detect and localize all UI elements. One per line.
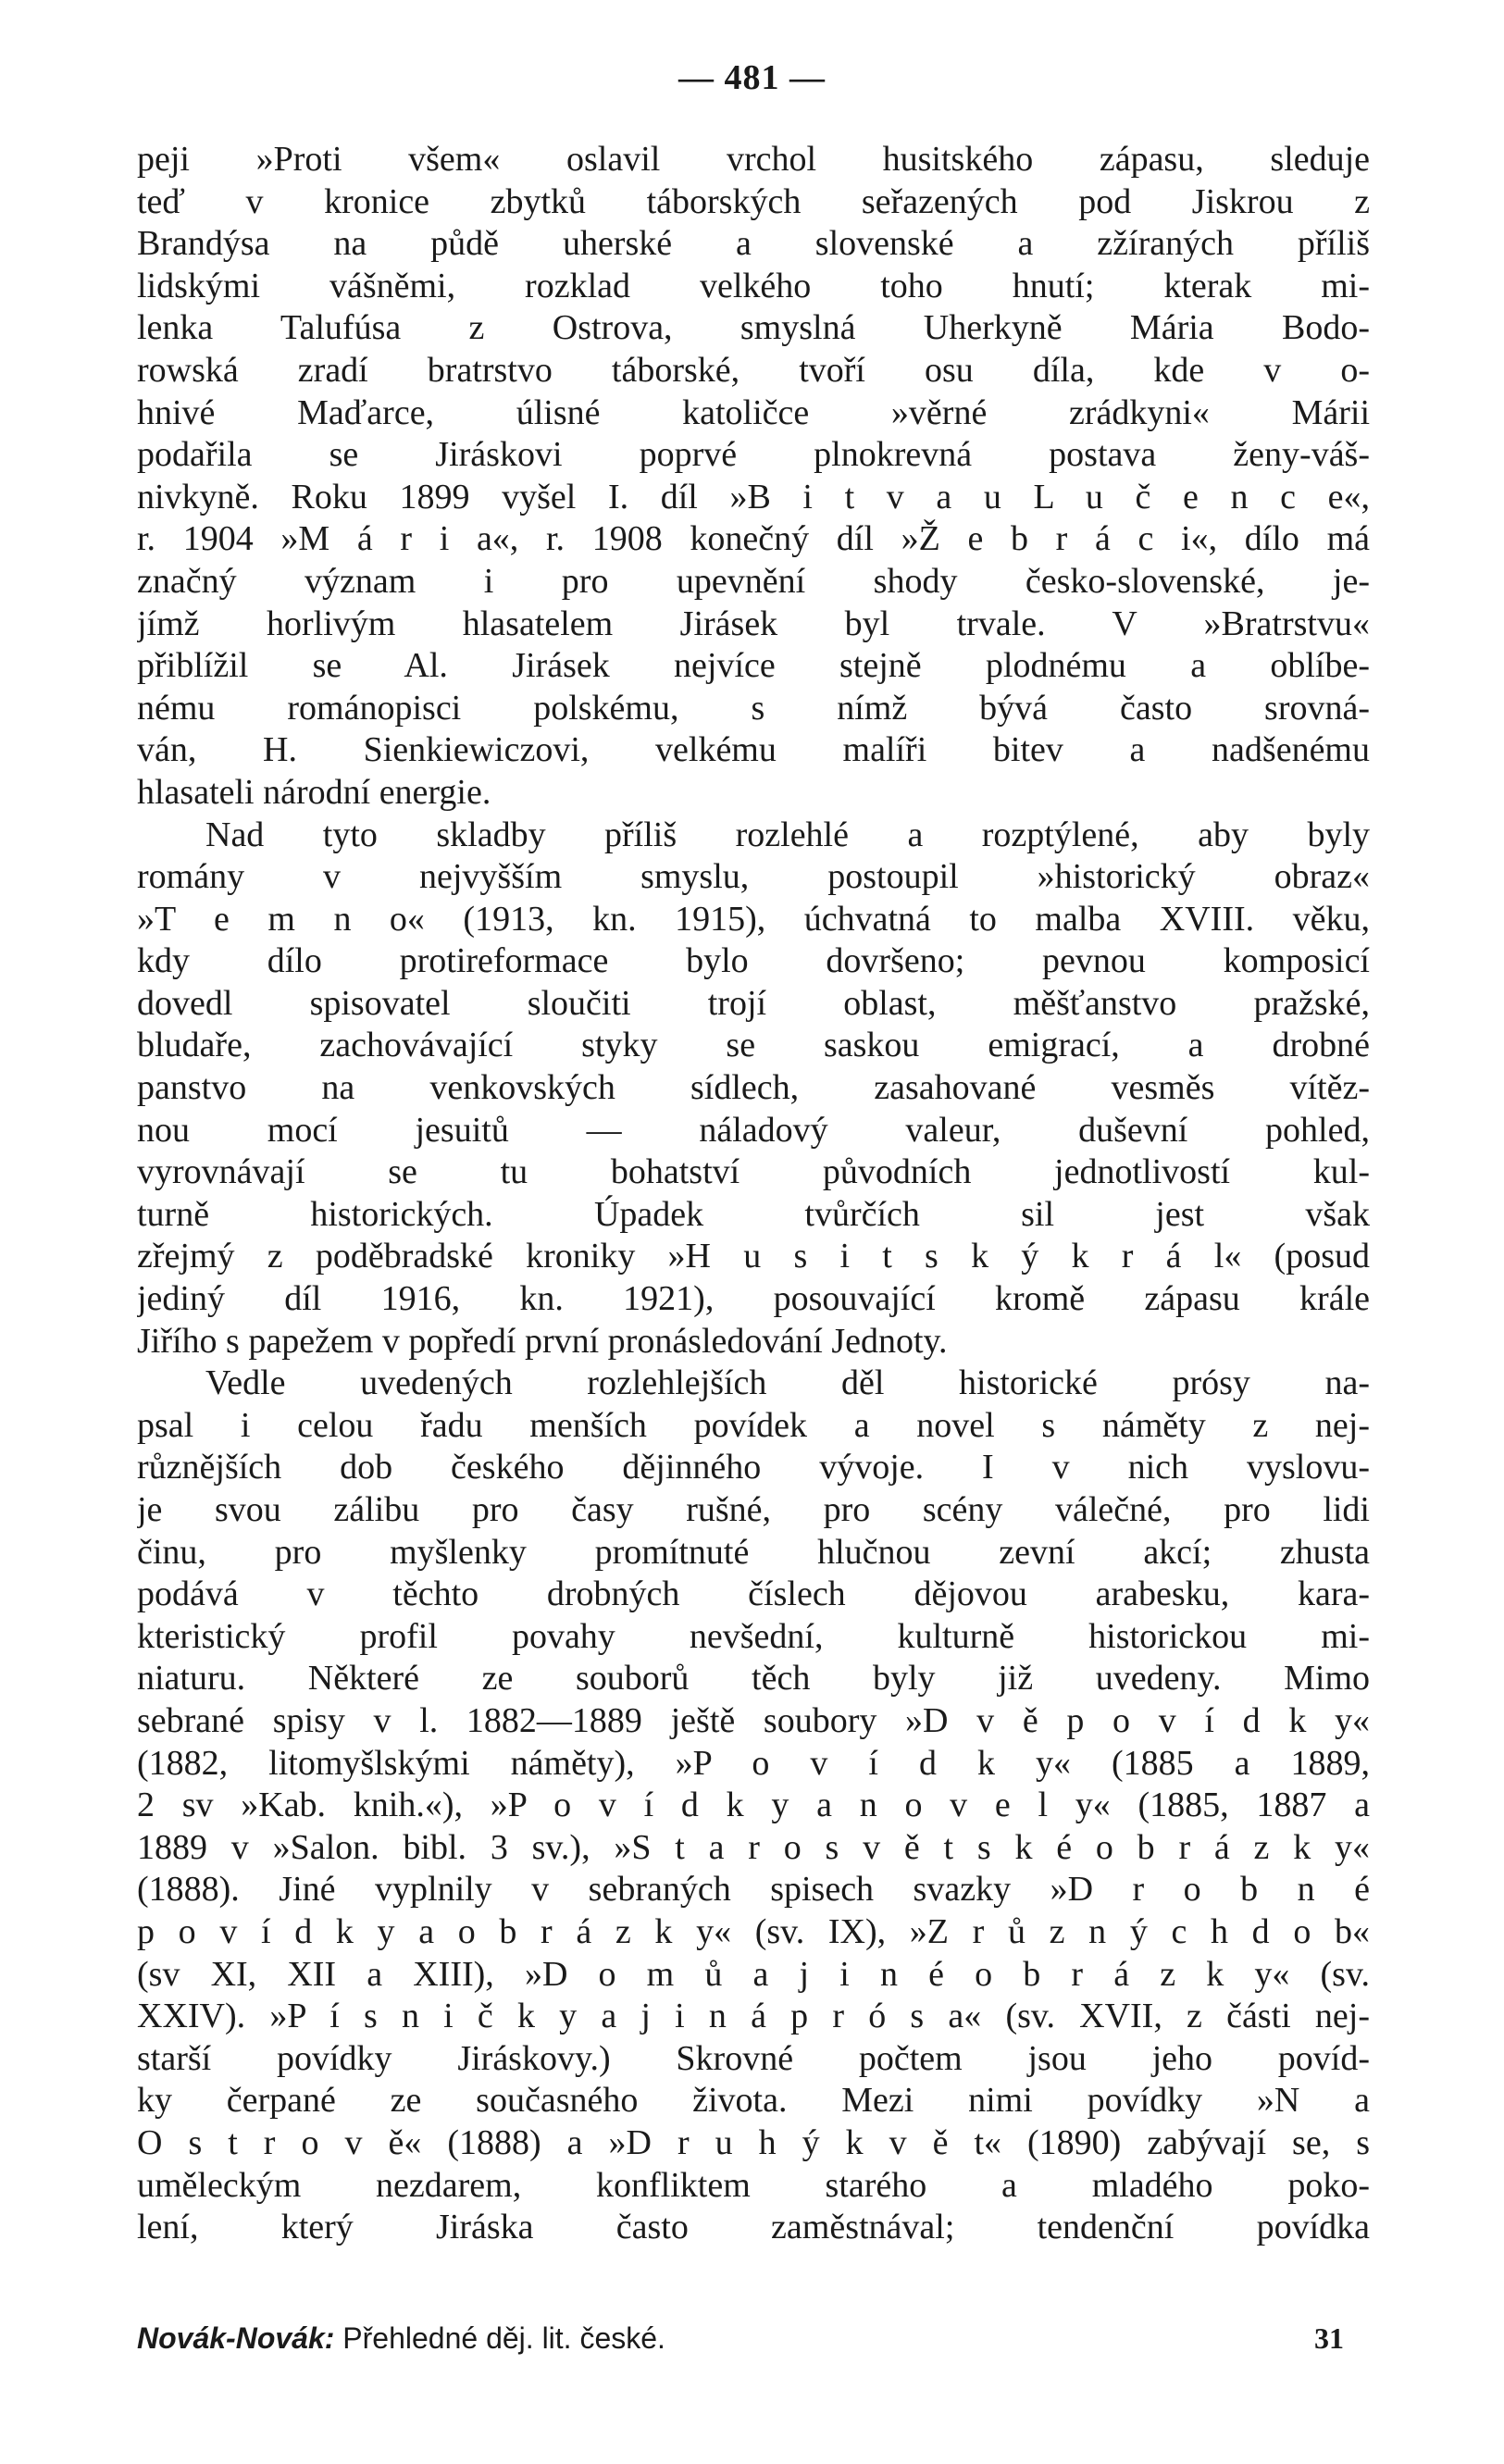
text-line: p o v í d k y a o b r á z k y« (sv. IX), »Z r ů z n ý c h d o b« bbox=[137, 1911, 1370, 1951]
text-line: Vedle uvedených rozlehlejších děl historické prósy na- bbox=[205, 1363, 1370, 1403]
text-line: nivkyně. Roku 1899 vyšel I. díl »B i t v a u L u č e n c e«, bbox=[137, 477, 1370, 516]
page-number: — 481 — bbox=[678, 58, 826, 97]
text-line: (1888). Jiné vyplnily v sebraných spisech svazky »D r o b n é bbox=[137, 1870, 1370, 1910]
text-line: XXIV). »P í s n i č k y a j i n á p r ó s a« (sv. XVII, z části nej- bbox=[137, 1997, 1370, 2036]
text-line: Brandýsa na půdě uherské a slovenské a zžíraných příliš bbox=[137, 224, 1370, 264]
text-line: »T e m n o« (1913, kn. 1915), úchvatná to malba XVIII. věku, bbox=[137, 899, 1370, 939]
footer-author: Novák-Novák: bbox=[137, 2321, 335, 2355]
text-line: je svou zálibu pro časy rušné, pro scény válečné, pro lidi bbox=[137, 1490, 1370, 1529]
text-line: peji »Proti všem« oslavil vrchol husitského zápasu, sleduje bbox=[137, 140, 1370, 179]
text-line: 2 sv »Kab. knih.«), »P o v í d k y a n o v e l y« (1885, 1887 a bbox=[137, 1786, 1370, 1825]
text-line: ky čerpané ze současného života. Mezi nimi povídky »N a bbox=[137, 2081, 1370, 2121]
text-line: lenka Talufúsa z Ostrova, smyslná Uherkyně Mária Bodo- bbox=[137, 308, 1370, 348]
text-line: romány v nejvyšším smyslu, postoupil »historický obraz« bbox=[137, 857, 1370, 897]
footer-signature bbox=[137, 2321, 665, 2356]
text-line: Jiřího s papežem v popředí první pronásledování Jednoty. bbox=[137, 1321, 948, 1361]
text-line: panstvo na venkovských sídlech, zasahované vesměs vítěz- bbox=[137, 1068, 1370, 1108]
text-line: (1882, litomyšlskými náměty), »P o v í d k y« (1885 a 1889, bbox=[137, 1743, 1370, 1783]
text-line: sebrané spisy v l. 1882—1889 ještě soubory »D v ě p o v í d k y« bbox=[137, 1700, 1370, 1740]
text-line: bludaře, zachovávající styky se saskou emigrací, a drobné bbox=[137, 1026, 1370, 1065]
paragraph bbox=[137, 139, 1370, 815]
text-line: dovedl spisovatel sloučiti trojí oblast, měšťanstvo pražské, bbox=[137, 983, 1370, 1023]
text-line: jediný díl 1916, kn. 1921), posouvající kromě zápasu krále bbox=[137, 1279, 1370, 1319]
text-line: O s t r o v ě« (1888) a »D r u h ý k v ě t« (1890) zabývají se, s bbox=[137, 2122, 1370, 2162]
paragraph bbox=[137, 815, 1370, 1363]
text-line: zřejmý z poděbradské kroniky »H u s i t s k ý k r á l« (posud bbox=[137, 1237, 1370, 1276]
text-line: lení, který Jiráska často zaměstnával; tendenční povídka bbox=[137, 2208, 1370, 2247]
text-line: starší povídky Jiráskovy.) Skrovné počtem jsou jeho povíd- bbox=[137, 2038, 1370, 2078]
text-line: kteristický profil povahy nevšední, kulturně historickou mi- bbox=[137, 1616, 1370, 1656]
text-line: lidskými vášněmi, rozklad velkého toho hnutí; kterak mi- bbox=[137, 266, 1370, 305]
body-text bbox=[137, 139, 1370, 2249]
text-line: ván, H. Sienkiewiczovi, velkému malíři bitev a nadšenému bbox=[137, 730, 1370, 770]
text-line: psal i celou řadu menších povídek a novel s náměty z nej- bbox=[137, 1405, 1370, 1445]
text-line: Nad tyto skladby příliš rozlehlé a rozptýlené, aby byly bbox=[205, 815, 1370, 854]
text-line: 1889 v »Salon. bibl. 3 sv.), »S t a r o s v ě t s k é o b r á z k y« bbox=[137, 1827, 1370, 1867]
text-line: podařila se Jiráskovi poprvé plnokrevná postava ženy-váš- bbox=[137, 435, 1370, 475]
text-line: teď v kronice zbytků táborských seřazených pod Jiskrou z bbox=[137, 181, 1370, 221]
text-line: přiblížil se Al. Jirásek nejvíce stejně plodnému a oblíbe- bbox=[137, 646, 1370, 686]
text-line: jímž horlivým hlasatelem Jirásek byl trvale. V »Bratrstvu« bbox=[137, 604, 1370, 643]
footer-sheet-number: 31 bbox=[1314, 2321, 1344, 2355]
text-line: (sv XI, XII a XIII), »D o m ů a j i n é o b r á z k y« (sv. bbox=[137, 1954, 1370, 1994]
text-line: vyrovnávají se tu bohatství původních jednotlivostí kul- bbox=[137, 1152, 1370, 1192]
paragraph bbox=[137, 1363, 1370, 2248]
text-line: hnivé Maďarce, úlisné katoličce »věrné zrádkyni« Márii bbox=[137, 392, 1370, 432]
text-line: niaturu. Některé ze souborů těch byly již uvedeny. Mimo bbox=[137, 1659, 1370, 1699]
text-line: nému románopisci polskému, s nímž bývá často srovná- bbox=[137, 688, 1370, 728]
page-footer bbox=[137, 2321, 1370, 2364]
text-line: značný význam i pro upevnění shody česko-slovenské, je- bbox=[137, 561, 1370, 601]
text-line: kdy dílo protireformace bylo dovršeno; pevnou komposicí bbox=[137, 941, 1370, 981]
text-line: rowská zradí bratrstvo táborské, tvoří osu díla, kde v o- bbox=[137, 350, 1370, 390]
text-line: turně historických. Úpadek tvůrčích sil jest však bbox=[137, 1194, 1370, 1234]
text-line: r. 1904 »M á r i a«, r. 1908 konečný díl »Ž e b r á c i«, dílo má bbox=[137, 519, 1370, 559]
text-line: podává v těchto drobných číslech dějovou arabesku, kara- bbox=[137, 1574, 1370, 1614]
text-line: nou mocí jesuitů — náladový valeur, duševní pohled, bbox=[137, 1110, 1370, 1150]
text-line: různějších dob českého dějinného vývoje. I v nich vyslovu- bbox=[137, 1448, 1370, 1487]
footer-title: Přehledné děj. lit. české. bbox=[342, 2321, 665, 2355]
text-line: uměleckým nezdarem, konfliktem starého a mladého poko- bbox=[137, 2165, 1370, 2205]
text-line: hlasateli národní energie. bbox=[137, 772, 491, 812]
text-line: činu, pro myšlenky promítnuté hlučnou zevní akcí; zhusta bbox=[137, 1532, 1370, 1572]
